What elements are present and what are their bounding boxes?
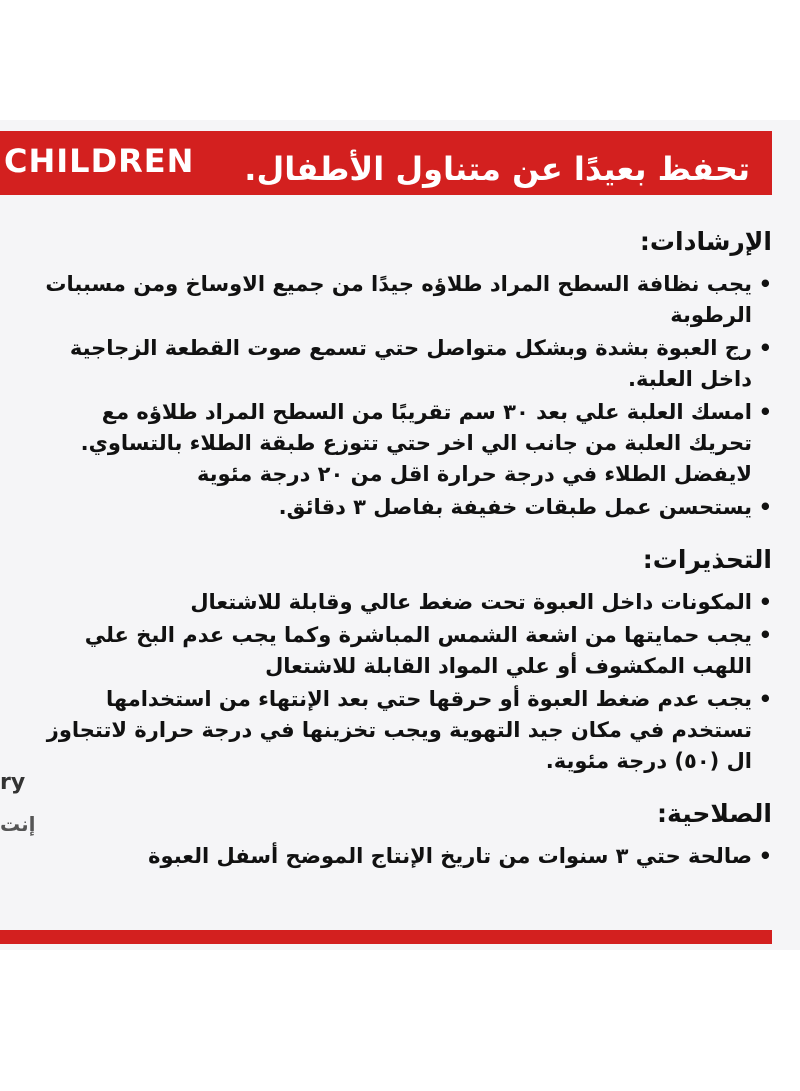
instruction-item: • يجب نظافة السطح المراد طلاؤه جيدًا من جميع الاوساخ ومن مسببات الرطوبة [32, 269, 772, 331]
validity-item: • صالحة حتي ٣ سنوات من تاريخ الإنتاج الموضح أسفل العبوة [32, 841, 772, 872]
edge-fragment-english: ry [0, 770, 26, 795]
label-content [32, 225, 772, 892]
instructions-title: الإرشادات: [639, 227, 772, 256]
warning-item: • المكونات داخل العبوة تحت ضغط عالي وقابلة للاشتعال [32, 587, 772, 618]
warnings-list [32, 587, 772, 777]
warning-item: • يجب حمايتها من اشعة الشمس المباشرة وكما يجب عدم البخ علي اللهب المكشوف أو علي المواد القابلة للاشتعال [32, 620, 772, 682]
instruction-item: • رج العبوة بشدة وبشكل متواصل حتي تسمع صوت القطعة الزجاجية داخل العلبة. [32, 333, 772, 395]
instructions-list [32, 269, 772, 523]
warnings-section [32, 543, 772, 777]
instructions-section [32, 225, 772, 523]
banner-arabic-text: تحفظ بعيدًا عن متناول الأطفال. [244, 150, 750, 188]
validity-section [32, 797, 772, 872]
validity-list [32, 841, 772, 872]
edge-fragment-arabic: إنت [0, 812, 36, 836]
warnings-title: التحذيرات: [642, 545, 772, 574]
warning-item: • يجب عدم ضغط العبوة أو حرقها حتي بعد الإنتهاء من استخدامها تستخدم في مكان جيد التهوية ويجب تخزينها في درجة حرارة لاتتجاوز ال (٥٠) درجة مئوية. [32, 684, 772, 777]
validity-title: الصلاحية: [657, 799, 772, 828]
instruction-item: • امسك العلبة علي بعد ٣٠ سم تقريبًا من السطح المراد طلاؤه مع تحريك العلبة من جانب الي اخر حتي تتوزع طبقة الطلاء بالتساوي. لايفضل الطلاء في درجة حرارة اقل من ٢٠ درجة مئوية [32, 397, 772, 490]
bottom-red-strip [0, 930, 772, 944]
instruction-item: • يستحسن عمل طبقات خفيفة بفاصل ٣ دقائق. [32, 492, 772, 523]
banner-english-text: CHILDREN [4, 142, 195, 180]
